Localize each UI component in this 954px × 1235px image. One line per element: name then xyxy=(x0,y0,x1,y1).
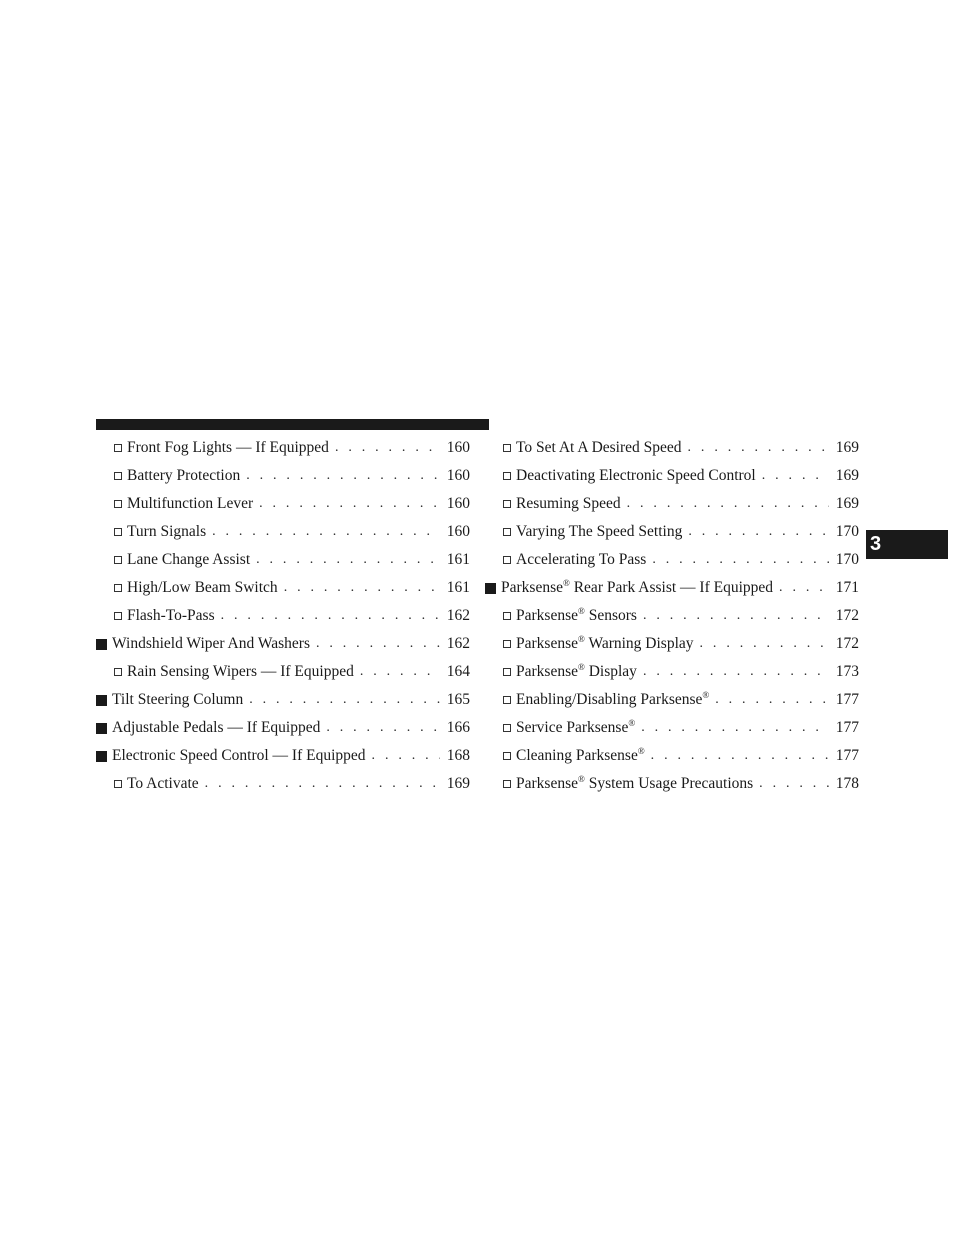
toc-entry[interactable] xyxy=(485,490,859,518)
dot-leader xyxy=(256,552,440,568)
dot-leader xyxy=(246,468,440,484)
toc-entry[interactable] xyxy=(485,518,859,546)
toc-entry-title: Windshield Wiper And Washers xyxy=(112,635,310,652)
dot-leader xyxy=(221,608,440,624)
toc-entry-title: Electronic Speed Control — If Equipped xyxy=(112,747,366,764)
toc-entry-title: Tilt Steering Column xyxy=(112,691,244,708)
dot-leader xyxy=(372,748,440,764)
toc-entry-page: 169 xyxy=(835,439,859,456)
dot-leader xyxy=(643,608,829,624)
subsection-bullet-icon xyxy=(114,472,122,480)
toc-entry[interactable] xyxy=(485,630,859,658)
header-rule xyxy=(96,419,489,430)
dot-leader xyxy=(316,636,440,652)
toc-entry[interactable] xyxy=(485,686,859,714)
toc-entry-title: Flash-To-Pass xyxy=(127,607,215,624)
toc-entry-title: Parksense® Sensors xyxy=(516,605,637,624)
dot-leader xyxy=(715,692,829,708)
toc-entry-page: 168 xyxy=(446,747,470,764)
toc-entry[interactable] xyxy=(96,630,470,658)
toc-entry-title: High/Low Beam Switch xyxy=(127,579,278,596)
toc-entry-page: 161 xyxy=(446,551,470,568)
dot-leader xyxy=(326,720,440,736)
toc-entry-title: Resuming Speed xyxy=(516,495,621,512)
toc-entry-title: Battery Protection xyxy=(127,467,241,484)
subsection-bullet-icon xyxy=(503,528,511,536)
chapter-tab[interactable]: 3 xyxy=(866,530,948,559)
dot-leader xyxy=(688,440,829,456)
subsection-bullet-icon xyxy=(503,696,511,704)
dot-leader xyxy=(335,440,440,456)
toc-entry-title: Service Parksense® xyxy=(516,717,636,736)
toc-entry[interactable] xyxy=(96,490,470,518)
toc-entry-page: 172 xyxy=(835,607,859,624)
dot-leader xyxy=(627,496,829,512)
toc-entry-page: 173 xyxy=(835,663,859,680)
subsection-bullet-icon xyxy=(114,584,122,592)
toc-entry-page: 162 xyxy=(446,607,470,624)
dot-leader xyxy=(249,692,440,708)
toc-entry[interactable] xyxy=(96,686,470,714)
subsection-bullet-icon xyxy=(503,724,511,732)
toc-entry-title: Enabling/Disabling Parksense® xyxy=(516,689,710,708)
dot-leader xyxy=(205,776,440,792)
toc-entry[interactable] xyxy=(96,658,470,686)
toc-entry-title: Parksense® Warning Display xyxy=(516,633,694,652)
toc-entry-page: 170 xyxy=(835,551,859,568)
toc-entry-title: Turn Signals xyxy=(127,523,207,540)
toc-entry-page: 170 xyxy=(835,523,859,540)
toc-entry[interactable] xyxy=(96,742,470,770)
dot-leader xyxy=(688,524,829,540)
subsection-bullet-icon xyxy=(114,780,122,788)
toc-entry-page: 160 xyxy=(446,523,470,540)
subsection-bullet-icon xyxy=(503,556,511,564)
toc-entry-title: To Activate xyxy=(127,775,199,792)
toc-entry-page: 177 xyxy=(835,719,859,736)
subsection-bullet-icon xyxy=(114,528,122,536)
toc-entry[interactable] xyxy=(96,434,470,462)
toc-entry-title: Parksense® Rear Park Assist — If Equipped xyxy=(501,577,774,596)
dot-leader xyxy=(212,524,440,540)
subsection-bullet-icon xyxy=(503,472,511,480)
toc-right-column xyxy=(485,434,859,798)
dot-leader xyxy=(651,748,829,764)
toc-entry-page: 171 xyxy=(835,579,859,596)
toc-entry[interactable] xyxy=(96,462,470,490)
toc-entry[interactable] xyxy=(96,574,470,602)
subsection-bullet-icon xyxy=(503,780,511,788)
toc-entry[interactable] xyxy=(485,546,859,574)
toc-entry-title: Adjustable Pedals — If Equipped xyxy=(112,719,321,736)
section-bullet-icon xyxy=(96,695,107,706)
toc-entry-page: 160 xyxy=(446,495,470,512)
subsection-bullet-icon xyxy=(114,500,122,508)
toc-entry-page: 161 xyxy=(446,579,470,596)
section-bullet-icon xyxy=(96,723,107,734)
subsection-bullet-icon xyxy=(503,668,511,676)
toc-entry-page: 169 xyxy=(835,467,859,484)
subsection-bullet-icon xyxy=(114,612,122,620)
toc-entry-title: Front Fog Lights — If Equipped xyxy=(127,439,329,456)
toc-entry-title: Cleaning Parksense® xyxy=(516,745,645,764)
toc-entry-page: 169 xyxy=(835,495,859,512)
toc-entry[interactable] xyxy=(485,602,859,630)
toc-entry-title: Varying The Speed Setting xyxy=(516,523,683,540)
toc-entry[interactable] xyxy=(485,658,859,686)
toc-entry-title: Deactivating Electronic Speed Control xyxy=(516,467,756,484)
toc-entry-page: 160 xyxy=(446,467,470,484)
toc-entry-page: 165 xyxy=(446,691,470,708)
toc-entry-page: 160 xyxy=(446,439,470,456)
toc-entry[interactable] xyxy=(96,518,470,546)
subsection-bullet-icon xyxy=(503,752,511,760)
toc-entry-page: 177 xyxy=(835,747,859,764)
dot-leader xyxy=(284,580,440,596)
toc-entry[interactable] xyxy=(96,714,470,742)
toc-entry-page: 172 xyxy=(835,635,859,652)
dot-leader xyxy=(641,720,829,736)
toc-entry[interactable] xyxy=(485,434,859,462)
subsection-bullet-icon xyxy=(114,556,122,564)
toc-entry[interactable] xyxy=(485,770,859,798)
toc-entry-page: 178 xyxy=(835,775,859,792)
dot-leader xyxy=(759,776,829,792)
dot-leader xyxy=(643,664,829,680)
section-bullet-icon xyxy=(485,583,496,594)
toc-entry-page: 169 xyxy=(446,775,470,792)
toc-entry[interactable] xyxy=(485,462,859,490)
toc-entry-title: Parksense® System Usage Precautions xyxy=(516,773,754,792)
dot-leader xyxy=(360,664,440,680)
toc-entry[interactable] xyxy=(96,770,470,798)
subsection-bullet-icon xyxy=(503,500,511,508)
toc-entry-page: 162 xyxy=(446,635,470,652)
subsection-bullet-icon xyxy=(114,668,122,676)
toc-left-column xyxy=(96,434,470,798)
toc-entry[interactable] xyxy=(96,602,470,630)
dot-leader xyxy=(700,636,829,652)
subsection-bullet-icon xyxy=(503,612,511,620)
subsection-bullet-icon xyxy=(503,444,511,452)
dot-leader xyxy=(779,580,829,596)
toc-entry-title: Accelerating To Pass xyxy=(516,551,647,568)
subsection-bullet-icon xyxy=(503,640,511,648)
toc-entry[interactable] xyxy=(96,546,470,574)
toc-entry-page: 166 xyxy=(446,719,470,736)
toc-entry-page: 177 xyxy=(835,691,859,708)
toc-entry-title: Rain Sensing Wipers — If Equipped xyxy=(127,663,354,680)
subsection-bullet-icon xyxy=(114,444,122,452)
toc-entry-title: To Set At A Desired Speed xyxy=(516,439,682,456)
section-bullet-icon xyxy=(96,751,107,762)
toc-entry-page: 164 xyxy=(446,663,470,680)
dot-leader xyxy=(762,468,829,484)
toc-entry-title: Parksense® Display xyxy=(516,661,637,680)
toc-entry[interactable] xyxy=(485,574,859,602)
toc-entry-title: Multifunction Lever xyxy=(127,495,254,512)
toc-entry[interactable] xyxy=(485,714,859,742)
toc-entry[interactable] xyxy=(485,742,859,770)
toc-entry-title: Lane Change Assist xyxy=(127,551,251,568)
section-bullet-icon xyxy=(96,639,107,650)
dot-leader xyxy=(259,496,440,512)
dot-leader xyxy=(652,552,829,568)
